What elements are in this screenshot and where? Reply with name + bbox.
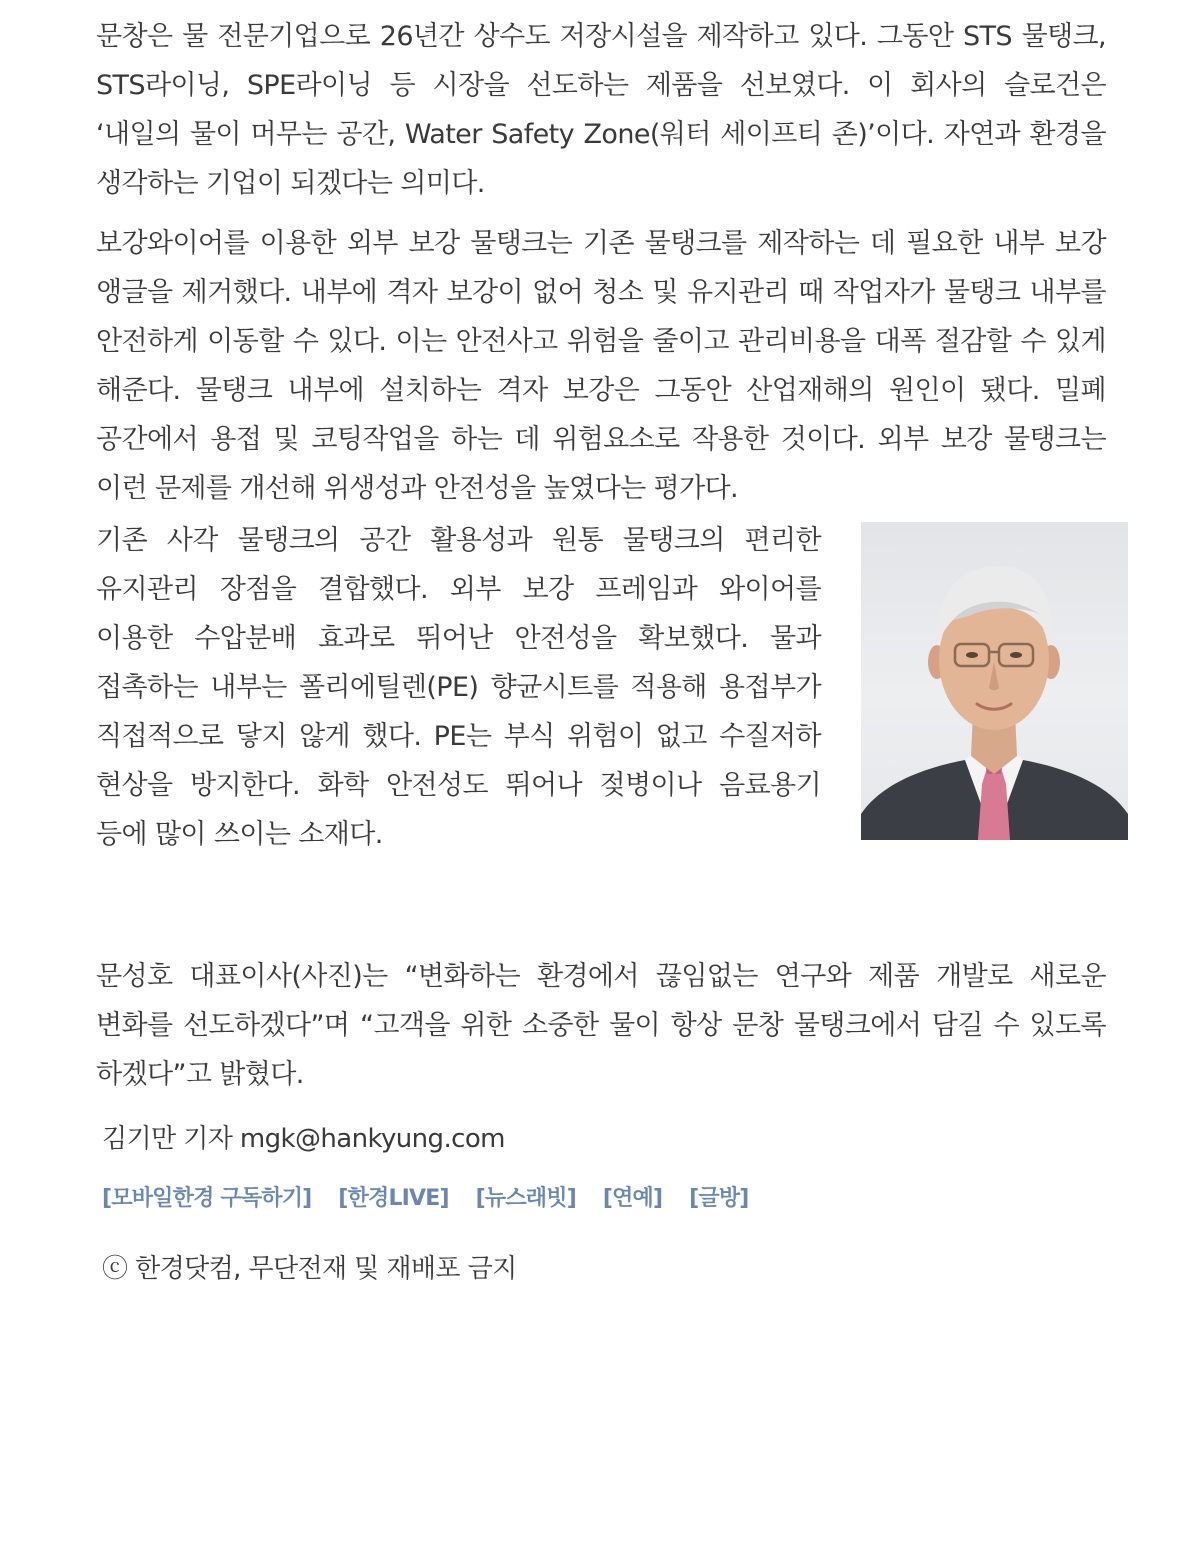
- article-paragraph-1: 문창은 물 전문기업으로 26년간 상수도 저장시설을 제작하고 있다. 그동안 STS 물탱크, STS라이닝, SPE라이닝 등 시장을 선도하는 제품을 선보였다. 이 회사의 슬로건은 ‘내일의 물이 머무는 공간, Water Safety Zone(워터 세이프티 존)’이다. 자연과 환경을 생각하는 기업이 되겠다는 의미다.: [96, 21, 1106, 199]
- link-geulbang[interactable]: [글방]: [689, 1186, 749, 1211]
- ceo-portrait-photo: [861, 522, 1128, 840]
- article-paragraph-2: 보강와이어를 이용한 외부 보강 물탱크는 기존 물탱크를 제작하는 데 필요한 내부 보강 앵글을 제거했다. 내부에 격자 보강이 없어 청소 및 유지관리 때 작업자가 물탱크 내부를 안전하게 이동할 수 있다. 이는 안전사고 위험을 줄이고 관리비용을 대폭 절감할 수 있게 해준다. 물탱크 내부에 설치하는 격자 보강은 그동안 산업재해의 원인이 됐다. 밀폐 공간에서 용접 및 코팅작업을 하는 데 위험요소로 작용한 것이다. 외부 보강 물탱크는 이런 문제를 개선해 위생성과 안전성을 높였다는 평가다.: [96, 228, 1106, 504]
- article-body: [96, 12, 1106, 1289]
- ceo-portrait-image: [861, 522, 1128, 840]
- paragraph-with-photo: [96, 516, 1106, 880]
- reporter-byline: 김기만 기자 mgk@hankyung.com: [102, 1124, 505, 1154]
- link-news-rabbit[interactable]: [뉴스래빗]: [475, 1186, 576, 1211]
- copyright-notice: ⓒ 한경닷컴, 무단전재 및 재배포 금지: [102, 1254, 517, 1284]
- link-entertainment[interactable]: [연예]: [602, 1186, 663, 1211]
- article-paragraph-4: 문성호 대표이사(사진)는 “변화하는 환경에서 끊임없는 연구와 제품 개발로 새로운 변화를 선도하겠다”며 “고객을 위한 소중한 물이 항상 문창 물탱크에서 담길 수 있도록 하겠다”고 밝혔다.: [96, 961, 1106, 1090]
- link-mobile-subscribe[interactable]: [모바일한경 구독하기]: [102, 1186, 312, 1211]
- link-hankyung-live[interactable]: [한경LIVE]: [338, 1186, 449, 1211]
- article-paragraph-3: 기존 사각 물탱크의 공간 활용성과 원통 물탱크의 편리한 유지관리 장점을 결합했다. 외부 보강 프레임과 와이어를 이용한 수압분배 효과로 뛰어난 안전성을 확보했다. 물과 접촉하는 내부는 폴리에틸렌(PE) 향균시트를 적용해 용접부가 직접적으로 닿지 않게 했다. PE는 부식 위험이 없고 수질저하 현상을 방지한다. 화학 안전성도 뛰어나 젖병이나 음료용기 등에 많이 쓰이는 소재다.: [96, 525, 821, 850]
- related-links: [96, 1183, 1106, 1215]
